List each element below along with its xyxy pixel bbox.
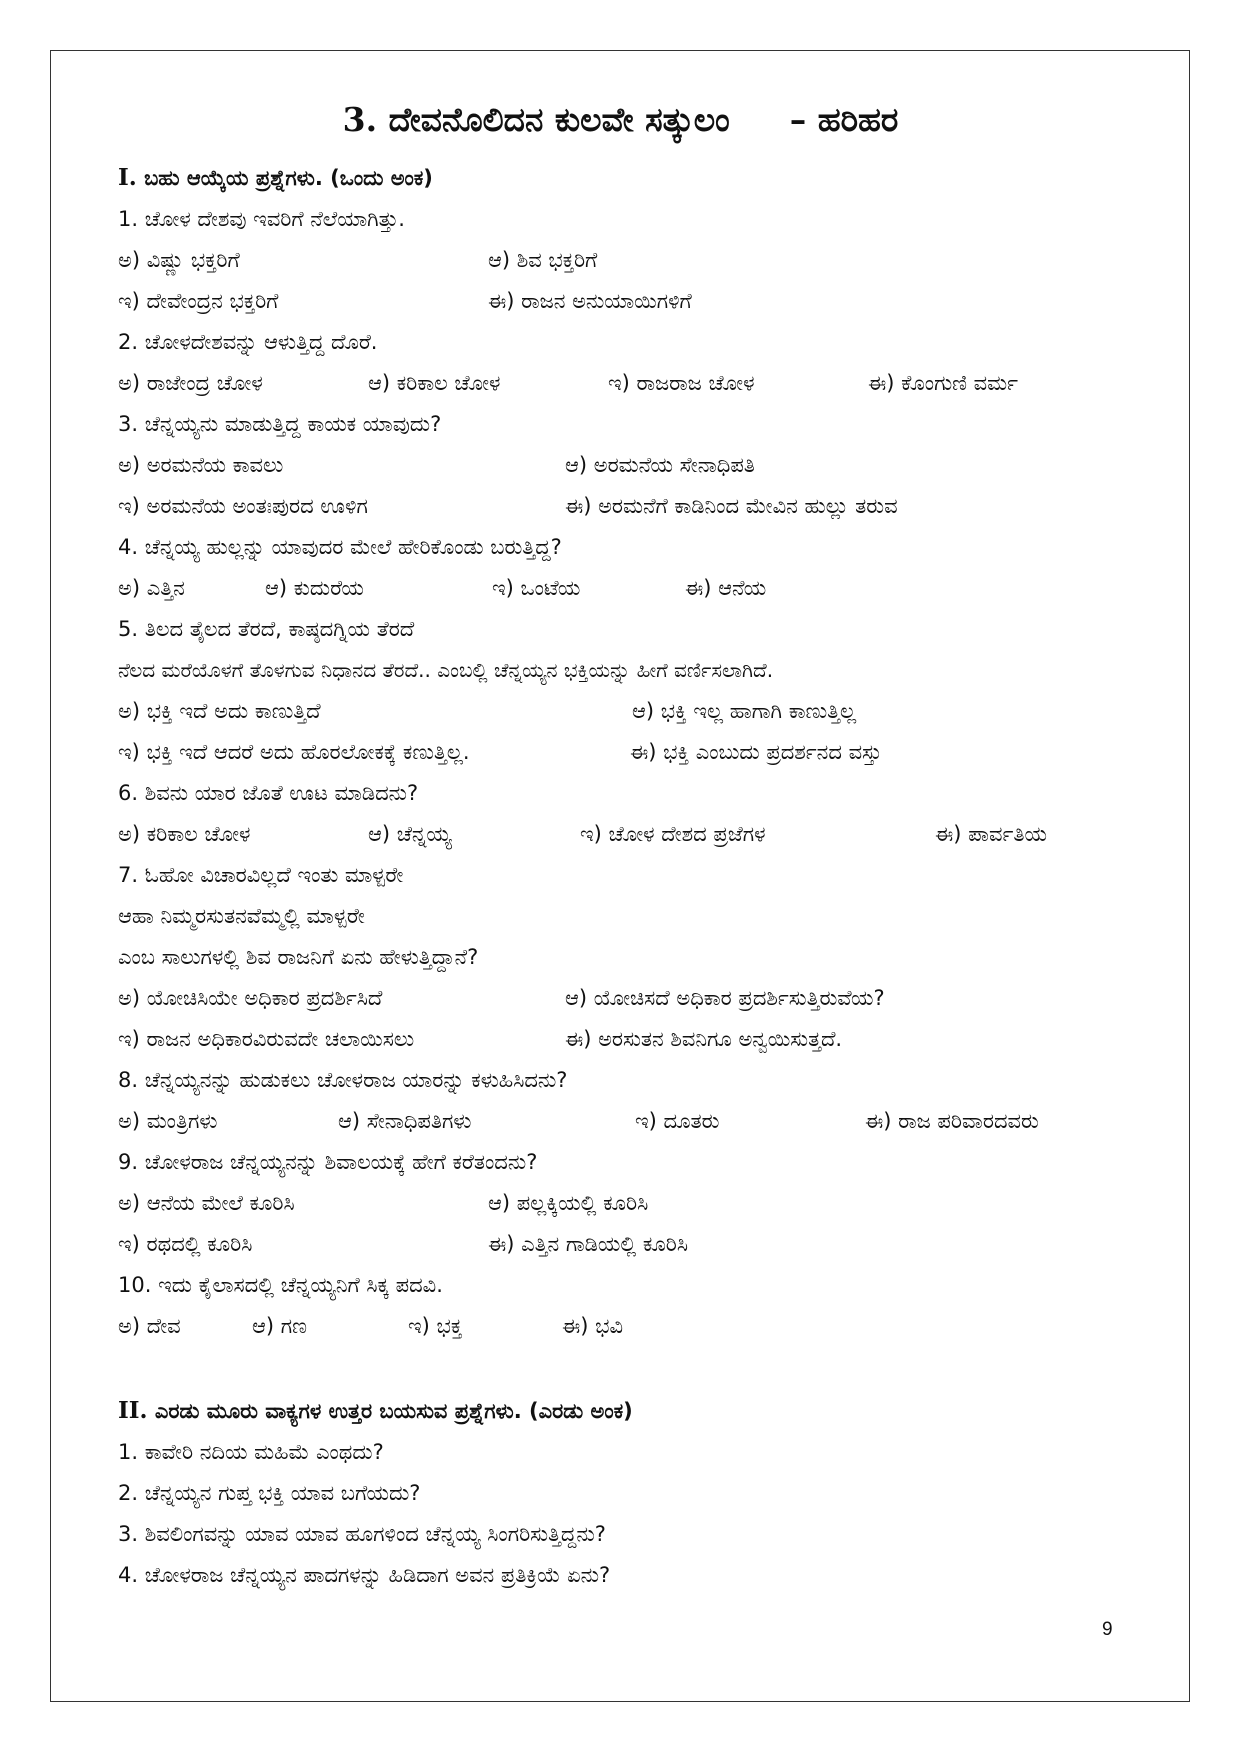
question-7-option-d: ಈ) ಅರಸುತನ ಶಿವನಿಗೂ ಅನ್ವಯಿಸುತ್ತದೆ. [565, 1027, 843, 1051]
question-2-option-b: ಆ) ಕರಿಕಾಲ ಚೋಳ [368, 371, 501, 395]
question-10-option-d: ಈ) ಭವಿ [562, 1314, 623, 1338]
section-2-heading-text: ಎರಡು ಮೂರು ವಾಕ್ಯಗಳ ಉತ್ತರ ಬಯಸುವ ಪ್ರಶ್ನೆಗಳು. (ಎರಡು ಅಂಕ) [154, 1399, 633, 1423]
question-5-option-c: ಇ) ಭಕ್ತಿ ಇದೆ ಆದರೆ ಅದು ಹೊರಲೋಕಕ್ಕೆ ಕಣುತ್ತಿಲ್ಲ. [118, 740, 470, 764]
question-8-option-a: ಅ) ಮಂತ್ರಿಗಳು [118, 1109, 218, 1133]
question-5-line-2: ನೆಲದ ಮರೆಯೊಳಗೆ ತೊಳಗುವ ನಿಧಾನದ ತೆರದೆ.. ಎಂಬಲ್ಲಿ ಚೆನ್ನಯ್ಯನ ಭಕ್ತಿಯನ್ನು ಹೀಗೆ ವರ್ಣಿಸಲಾಗಿದೆ. [118, 658, 774, 682]
question-5-option-b: ಆ) ಭಕ್ತಿ ಇಲ್ಲ ಹಾಗಾಗಿ ಕಾಣುತ್ತಿಲ್ಲ [632, 699, 857, 723]
question-8-option-b: ಆ) ಸೇನಾಧಿಪತಿಗಳು [338, 1109, 472, 1133]
question-4-option-d: ಈ) ಆನೆಯ [685, 576, 767, 600]
question-8: 8. ಚೆನ್ನಯ್ಯನನ್ನು ಹುಡುಕಲು ಚೋಳರಾಜ ಯಾರನ್ನು ಕಳುಹಿಸಿದನು? [118, 1068, 568, 1092]
question-2: 2. ಚೋಳದೇಶವನ್ನು ಆಳುತ್ತಿದ್ದ ದೊರೆ. [118, 330, 378, 354]
question-1-option-b: ಆ) ಶಿವ ಭಕ್ತರಿಗೆ [488, 248, 598, 272]
question-9-option-a: ಅ) ಆನೆಯ ಮೇಲೆ ಕೂರಿಸಿ [118, 1191, 295, 1215]
question-4-option-c: ಇ) ಒಂಟೆಯ [492, 576, 581, 600]
question-6: 6. ಶಿವನು ಯಾರ ಜೊತೆ ಊಟ ಮಾಡಿದನು? [118, 781, 419, 805]
question-4: 4. ಚೆನ್ನಯ್ಯ ಹುಲ್ಲನ್ನು ಯಾವುದರ ಮೇಲೆ ಹೇರಿಕೊಂಡು ಬರುತ್ತಿದ್ದ? [118, 535, 562, 559]
question-7-option-b: ಆ) ಯೋಚಿಸದೆ ಅಧಿಕಾರ ಪ್ರದರ್ಶಿಸುತ್ತಿರುವೆಯ? [565, 986, 885, 1010]
question-3: 3. ಚೆನ್ನಯ್ಯನು ಮಾಡುತ್ತಿದ್ದ ಕಾಯಕ ಯಾವುದು? [118, 412, 442, 436]
question-3-option-a: ಅ) ಅರಮನೆಯ ಕಾವಲು [118, 453, 284, 477]
question-5-option-d: ಈ) ಭಕ್ತಿ ಎಂಬುದು ಪ್ರದರ್ಶನದ ವಸ್ತು [630, 740, 882, 764]
question-7-option-a: ಅ) ಯೋಚಿಸಿಯೇ ಅಧಿಕಾರ ಪ್ರದರ್ಶಿಸಿದೆ [118, 986, 383, 1010]
question-9-option-b: ಆ) ಪಲ್ಲಕ್ಕಿಯಲ್ಲಿ ಕೂರಿಸಿ [488, 1191, 649, 1215]
question-1: 1. ಚೋಳ ದೇಶವು ಇವರಿಗೆ ನೆಲೆಯಾಗಿತ್ತು. [118, 207, 405, 231]
question-10-option-c: ಇ) ಭಕ್ತ [408, 1314, 463, 1338]
question-9-option-c: ಇ) ರಥದಲ್ಲಿ ಕೂರಿಸಿ [118, 1232, 253, 1256]
question-8-option-c: ಇ) ದೂತರು [635, 1109, 720, 1133]
question-3-option-d: ಈ) ಅರಮನೆಗೆ ಕಾಡಿನಿಂದ ಮೇವಿನ ಹುಲ್ಲು ತರುವ [565, 494, 898, 518]
question-9-option-d: ಈ) ಎತ್ತಿನ ಗಾಡಿಯಲ್ಲಿ ಕೂರಿಸಿ [488, 1232, 688, 1256]
question-6-option-c: ಇ) ಚೋಳ ದೇಶದ ಪ್ರಜೆಗಳ [580, 822, 766, 846]
question-4-option-a: ಅ) ಎತ್ತಿನ [118, 576, 185, 600]
question-4-option-b: ಆ) ಕುದುರೆಯ [265, 576, 364, 600]
question-6-option-a: ಅ) ಕರಿಕಾಲ ಚೋಳ [118, 822, 251, 846]
short-answer-question-2: 2. ಚೆನ್ನಯ್ಯನ ಗುಪ್ತ ಭಕ್ತಿ ಯಾವ ಬಗೆಯದು? [118, 1481, 421, 1505]
question-7-line-3: ಎಂಬ ಸಾಲುಗಳಲ್ಲಿ ಶಿವ ರಾಜನಿಗೆ ಏನು ಹೇಳುತ್ತಿದ್ದಾನೆ? [118, 945, 479, 969]
question-2-option-d: ಈ) ಕೊಂಗುಣಿ ವರ್ಮ [868, 371, 1018, 395]
question-10-option-a: ಅ) ದೇವ [118, 1314, 181, 1338]
chapter-title-text: 3. ದೇವನೊಲಿದನ ಕುಲವೇ ಸತ್ಕುಲಂ [342, 100, 730, 139]
question-5-line-1: 5. ತಿಲದ ತೈಲದ ತೆರದೆ, ಕಾಷ್ಠದಗ್ನಿಯ ತೆರದೆ [118, 617, 415, 641]
section-1-heading [118, 163, 433, 193]
section-2-heading [118, 1396, 633, 1426]
question-1-option-d: ಈ) ರಾಜನ ಅನುಯಾಯಿಗಳಿಗೆ [488, 289, 692, 313]
short-answer-question-4: 4. ಚೋಳರಾಜ ಚೆನ್ನಯ್ಯನ ಪಾದಗಳನ್ನು ಹಿಡಿದಾಗ ಅವನ ಪ್ರತಿಕ್ರಿಯೆ ಏನು? [118, 1563, 611, 1587]
question-3-option-c: ಇ) ಅರಮನೆಯ ಅಂತಃಪುರದ ಊಳಿಗ [118, 494, 368, 518]
question-1-option-c: ಇ) ದೇವೇಂದ್ರನ ಭಕ್ತರಿಗೆ [118, 289, 279, 313]
section-1-roman: I. [118, 164, 137, 191]
section-1-heading-text: ಬಹು ಆಯ್ಕೆಯ ಪ್ರಶ್ನೆಗಳು. (ಒಂದು ಅಂಕ) [144, 166, 433, 190]
question-7-line-2: ಆಹಾ ನಿಮ್ಮರಸುತನವೆಮ್ಮಲ್ಲಿ ಮಾಳ್ಪರೇ [118, 904, 365, 928]
question-2-option-c: ಇ) ರಾಜರಾಜ ಚೋಳ [608, 371, 755, 395]
chapter-author: – ಹರಿಹರ [789, 100, 899, 139]
question-1-option-a: ಅ) ವಿಷ್ಣು ಭಕ್ತರಿಗೆ [118, 248, 240, 272]
short-answer-question-1: 1. ಕಾವೇರಿ ನದಿಯ ಮಹಿಮೆ ಎಂಥದು? [118, 1440, 384, 1464]
question-6-option-d: ಈ) ಪಾರ್ವತಿಯ [935, 822, 1047, 846]
chapter-title [0, 95, 1241, 145]
question-5-option-a: ಅ) ಭಕ್ತಿ ಇದೆ ಅದು ಕಾಣುತ್ತಿದೆ [118, 699, 321, 723]
question-7-option-c: ಇ) ರಾಜನ ಅಧಿಕಾರವಿರುವದೇ ಚಲಾಯಿಸಲು [118, 1027, 415, 1051]
question-9: 9. ಚೋಳರಾಜ ಚೆನ್ನಯ್ಯನನ್ನು ಶಿವಾಲಯಕ್ಕೆ ಹೇಗೆ ಕರೆತಂದನು? [118, 1150, 538, 1174]
question-8-option-d: ಈ) ರಾಜ ಪರಿವಾರದವರು [865, 1109, 1039, 1133]
question-10: 10. ಇದು ಕೈಲಾಸದಲ್ಲಿ ಚೆನ್ನಯ್ಯನಿಗೆ ಸಿಕ್ಕ ಪದವಿ. [118, 1273, 443, 1297]
section-2-roman: II. [118, 1397, 148, 1424]
short-answer-question-3: 3. ಶಿವಲಿಂಗವನ್ನು ಯಾವ ಯಾವ ಹೂಗಳಿಂದ ಚೆನ್ನಯ್ಯ ಸಿಂಗರಿಸುತ್ತಿದ್ದನು? [118, 1522, 606, 1546]
question-6-option-b: ಆ) ಚೆನ್ನಯ್ಯ [368, 822, 452, 846]
question-3-option-b: ಆ) ಅರಮನೆಯ ಸೇನಾಧಿಪತಿ [565, 453, 755, 477]
question-7-line-1: 7. ಓಹೋ ವಿಚಾರವಿಲ್ಲದೆ ಇಂತು ಮಾಳ್ಪರೇ [118, 863, 404, 887]
question-10-option-b: ಆ) ಗಣ [252, 1314, 307, 1338]
question-2-option-a: ಅ) ರಾಜೇಂದ್ರ ಚೋಳ [118, 371, 263, 395]
page-number: 9 [1102, 1619, 1113, 1640]
